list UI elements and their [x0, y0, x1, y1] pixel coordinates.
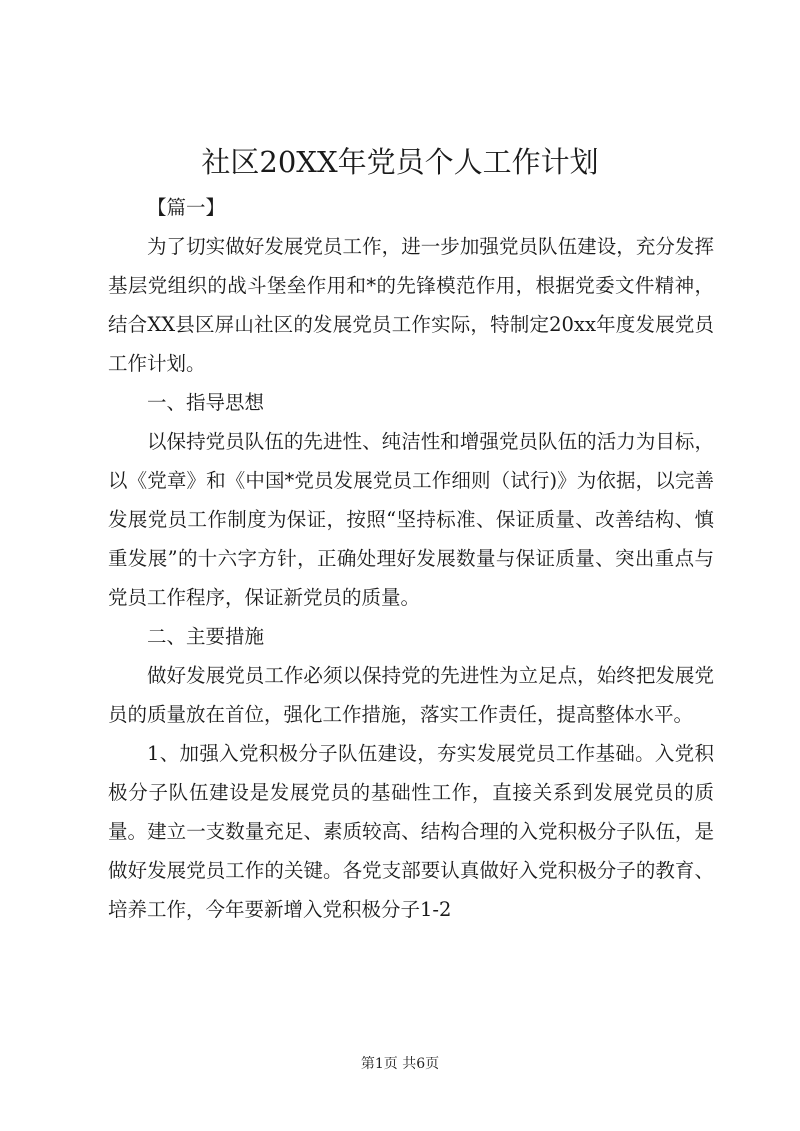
document-body: [108, 188, 714, 929]
document-title: 社区20XX年党员个人工作计划: [201, 145, 599, 179]
section-heading-main-measures: 二、主要措施: [147, 625, 265, 648]
page-footer: 第1页 共6页: [360, 1056, 440, 1072]
guiding-ideology-paragraph: 以保持党员队伍的先进性、纯洁性和增强党员队伍的活力为目标，以《党章》和《中国*党员发展党员工作细则（试行)》为依据，以完善发展党员工作制度为保证，按照“坚持标准、保证质量、改善结构、慎重发展”的十六字方针，正确处理好发展数量与保证质量、突出重点与党员工作程序，保证新党员的质量。: [108, 430, 714, 609]
intro-paragraph: 为了切实做好发展党员工作，进一步加强党员队伍建设，充分发挥基层党组织的战斗堡垒作用和*的先锋模范作用，根据党委文件精神，结合XX县区屏山社区的发展党员工作实际，特制定20xx年度发展党员工作计划。: [108, 235, 714, 375]
main-measures-paragraph: 做好发展党员工作必须以保持党的先进性为立足点，始终把发展党员的质量放在首位，强化工作措施，落实工作责任，提高整体水平。: [108, 664, 714, 726]
measure-1-paragraph: 1、加强入党积极分子队伍建设，夯实发展党员工作基础。入党积极分子队伍建设是发展党员的基础性工作，直接关系到发展党员的质量。建立一支数量充足、素质较高、结构合理的入党积极分子队伍，是做好发展党员工作的关键。各党支部要认真做好入党积极分子的教育、培养工作，今年要新增入党积极分子1-2: [108, 742, 714, 921]
section-heading-guiding-ideology: 一、指导思想: [147, 391, 265, 414]
section-label: 【篇一】: [147, 196, 226, 219]
